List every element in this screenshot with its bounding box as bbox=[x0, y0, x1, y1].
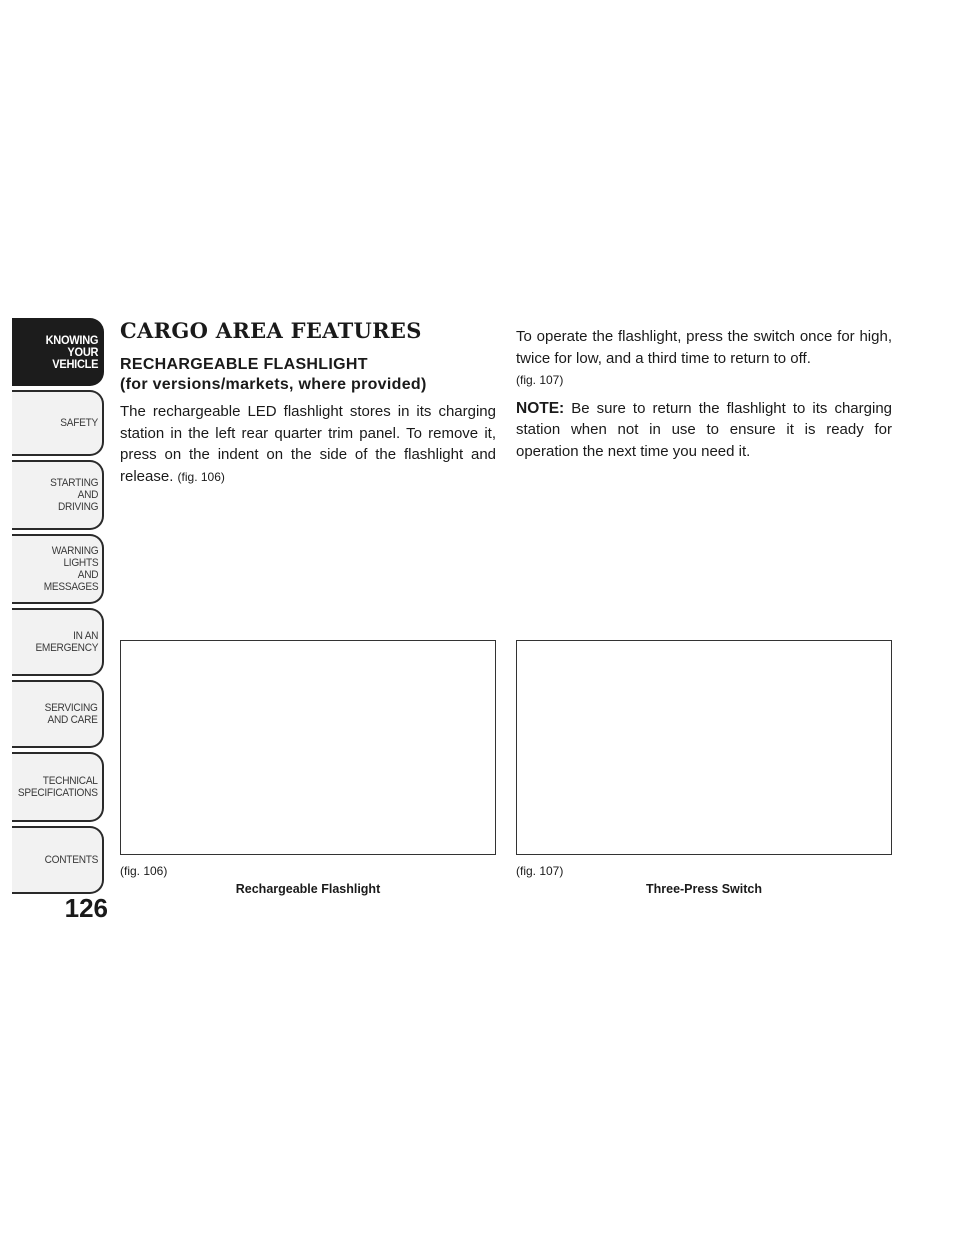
subheading bbox=[120, 355, 496, 395]
tab-contents[interactable] bbox=[12, 826, 104, 894]
section-heading: CARGO AREA FEATURES bbox=[120, 318, 422, 343]
subheading-line-2: (for versions/markets, where provided) bbox=[120, 376, 427, 393]
figure-reference[interactable]: (fig. 106) bbox=[177, 469, 225, 484]
tab-label: TECHNICAL SPECIFICATIONS bbox=[18, 775, 98, 799]
tab-in-an-emergency[interactable] bbox=[12, 608, 104, 676]
figure-107-caption: Three-Press Switch bbox=[645, 882, 762, 896]
note-paragraph bbox=[516, 398, 892, 463]
left-column bbox=[120, 318, 496, 498]
note-text: Be sure to return the flashlight to its charging station when not in use to ensure it is ready for operation the next time you need it. bbox=[516, 399, 893, 460]
tab-label: CONTENTS bbox=[44, 854, 98, 866]
tab-safety[interactable] bbox=[12, 390, 104, 456]
tab-label: SERVICING AND CARE bbox=[44, 702, 98, 726]
tab-technical-specifications[interactable] bbox=[12, 752, 104, 822]
body-paragraph bbox=[516, 326, 892, 392]
tab-label: KNOWING YOUR VEHICLE bbox=[45, 333, 98, 371]
note-label: NOTE: bbox=[516, 399, 565, 417]
figure-106-caption: Rechargeable Flashlight bbox=[235, 882, 381, 896]
tab-knowing-your-vehicle[interactable] bbox=[12, 318, 104, 386]
tab-starting-and-driving[interactable] bbox=[12, 460, 104, 530]
tab-servicing-and-care[interactable] bbox=[12, 680, 104, 748]
figure-106-frame bbox=[120, 640, 496, 855]
figure-107-number: (fig. 107) bbox=[516, 864, 564, 878]
tab-label: WARNING LIGHTS AND MESSAGES bbox=[43, 545, 98, 593]
figure-reference[interactable]: (fig. 107) bbox=[516, 373, 564, 387]
paragraph-text: The rechargeable LED flashlight stores in its charging station in the left rear quarter trim panel. To remove it, press on the indent on the side of the flashlight and release. bbox=[120, 403, 496, 485]
page-number: 126 bbox=[64, 893, 108, 923]
figure-107-frame bbox=[516, 640, 892, 855]
right-column bbox=[516, 326, 892, 472]
tab-warning-lights-and-messages[interactable] bbox=[12, 534, 104, 604]
tab-label: STARTING AND DRIVING bbox=[49, 477, 98, 513]
paragraph-text: To operate the flashlight, press the switch once for high, twice for low, and a third time to return to off. bbox=[516, 328, 892, 367]
figure-106-number: (fig. 106) bbox=[120, 864, 168, 878]
body-paragraph bbox=[120, 401, 496, 488]
subheading-line-1: RECHARGEABLE FLASHLIGHT bbox=[120, 356, 368, 373]
tab-label: SAFETY bbox=[60, 417, 98, 429]
tab-label: IN AN EMERGENCY bbox=[35, 630, 98, 654]
